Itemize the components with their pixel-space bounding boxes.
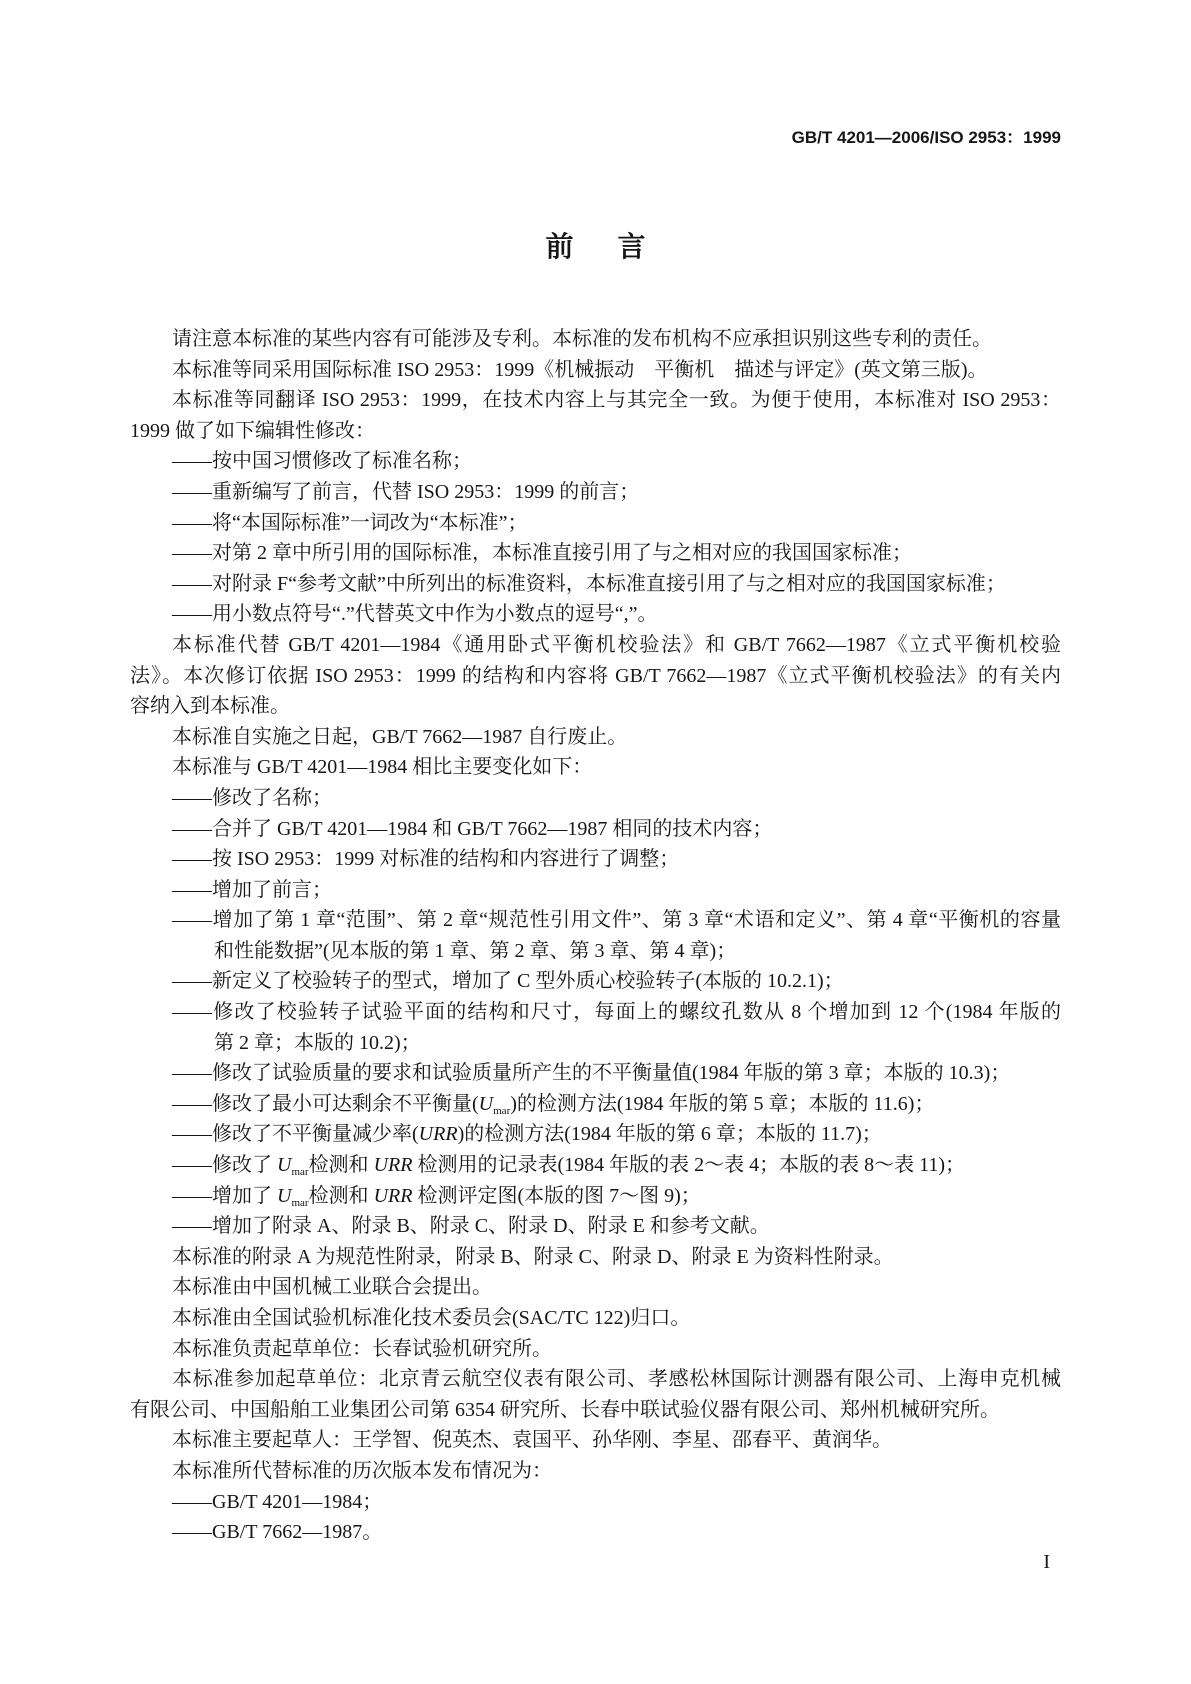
- paragraph-line: 本标准的附录 A 为规范性附录，附录 B、附录 C、附录 D、附录 E 为资料性附录。: [172, 1245, 894, 1268]
- list-item: ——对第 2 章中所引用的国际标准，本标准直接引用了与之相对应的我国国家标准；: [172, 542, 912, 565]
- paragraph-continuation-line: 法》。本次修订依据 ISO 2953：1999 的结构和内容将 GB/T 7662—1987《立式平衡机校验法》的有关内: [130, 664, 1061, 687]
- symbol-subscript: mar: [291, 1166, 309, 1179]
- list-item: ——合并了 GB/T 4201—1984 和 GB/T 7662—1987 相同的技术内容；: [172, 817, 773, 840]
- page-number: I: [1043, 1551, 1050, 1573]
- standard-code-header: GB/T 4201—2006/ISO 2953：1999: [791, 128, 1061, 147]
- symbol-u: U: [277, 1184, 292, 1207]
- list-item: ——修改了名称；: [172, 786, 332, 809]
- paragraph-line: 本标准由全国试验机标准化技术委员会(SAC/TC 122)归口。: [172, 1307, 691, 1329]
- list-item: ——GB/T 4201—1984；: [172, 1490, 383, 1513]
- line-text: )的检测方法(1984 年版的第 5 章；本版的 11.6)；: [510, 1092, 935, 1115]
- list-item: ——用小数点符号“.”代替英文中作为小数点的逗号“,”。: [172, 603, 658, 626]
- paragraph-continuation-line: 1999 做了如下编辑性修改：: [130, 419, 375, 442]
- paragraph-line: 请注意本标准的某些内容有可能涉及专利。本标准的发布机构不应承担识别这些专利的责任。: [172, 328, 992, 350]
- line-text: ——增加了: [172, 1184, 277, 1207]
- line-text: )的检测方法(1984 年版的第 6 章；本版的 11.7)；: [457, 1123, 882, 1146]
- list-item: [130, 1150, 1061, 1181]
- paragraph-line: 本标准等同翻译 ISO 2953：1999，在技术内容上与其完全一致。为便于使用，本标准对 ISO 2953：: [172, 389, 1061, 412]
- paragraph-line: 本标准等同采用国际标准 ISO 2953：1999《机械振动 平衡机 描述与评定》(英文第三版)。: [172, 358, 988, 381]
- list-item: ——新定义了校验转子的型式，增加了 C 型外质心校验转子(本版的 10.2.1)；: [172, 970, 844, 993]
- line-text: 检测和: [308, 1154, 374, 1177]
- line-text: ——修改了不平衡量减少率(: [172, 1123, 419, 1146]
- list-item: ——对附录 F“参考文献”中所列出的标准资料，本标准直接引用了与之相对应的我国国家标准；: [172, 572, 1006, 595]
- list-item-continuation: 第 2 章；本版的 10.2)；: [214, 1031, 421, 1054]
- foreword-title: 前 言: [545, 230, 654, 263]
- paragraph-line: 本标准主要起草人：王学智、倪英杰、袁国平、孙华刚、李星、邵春平、黄润华。: [172, 1429, 892, 1452]
- line-text: 检测评定图(本版的图 7～图 9)；: [412, 1184, 701, 1207]
- paragraph-line: 本标准参加起草单位：北京青云航空仪表有限公司、孝感松林国际计测器有限公司、上海申克机械: [172, 1368, 1061, 1391]
- list-item: ——重新编写了前言，代替 ISO 2953：1999 的前言；: [172, 480, 640, 503]
- list-item: [130, 1119, 1061, 1150]
- list-item: ——增加了前言；: [172, 878, 332, 901]
- list-item: ——修改了试验质量的要求和试验质量所产生的不平衡量值(1984 年版的第 3 章；本版的 10.3)；: [172, 1062, 1011, 1085]
- paragraph-line: 本标准自实施之日起，GB/T 7662—1987 自行废止。: [172, 725, 628, 748]
- paragraph-line: 本标准与 GB/T 4201—1984 相比主要变化如下：: [172, 756, 593, 779]
- paragraph-line: 本标准由中国机械工业联合会提出。: [172, 1276, 492, 1299]
- paragraph-continuation-line: 有限公司、中国船舶工业集团公司第 6354 研究所、长春中联试验仪器有限公司、郑州机械研究所。: [130, 1398, 1000, 1421]
- list-item: ——修改了校验转子试验平面的结构和尺寸，每面上的螺纹孔数从 8 个增加到 12 个(1984 年版的: [172, 1001, 1061, 1024]
- line-text: 检测和: [308, 1184, 374, 1207]
- symbol-u: U: [478, 1092, 494, 1115]
- line-text: ——修改了最小可达剩余不平衡量(: [172, 1092, 479, 1115]
- list-item: ——按 ISO 2953：1999 对标准的结构和内容进行了调整；: [172, 848, 680, 871]
- symbol-urr: URR: [418, 1123, 458, 1146]
- paragraph-line: 本标准代替 GB/T 4201—1984《通用卧式平衡机校验法》和 GB/T 7662—1987《立式平衡机校验: [172, 633, 1061, 656]
- symbol-u: U: [277, 1154, 292, 1177]
- paragraph-continuation-line: 容纳入到本标准。: [130, 695, 290, 718]
- symbol-subscript: mar: [291, 1196, 309, 1209]
- list-item: [130, 1089, 1061, 1120]
- symbol-urr: URR: [373, 1154, 413, 1177]
- symbol-urr: URR: [373, 1184, 413, 1207]
- list-item: ——增加了第 1 章“范围”、第 2 章“规范性引用文件”、第 3 章“术语和定义”、第 4 章“平衡机的容量: [172, 909, 1061, 932]
- list-item: ——增加了附录 A、附录 B、附录 C、附录 D、附录 E 和参考文献。: [172, 1215, 770, 1238]
- list-item: ——按中国习惯修改了标准名称；: [172, 450, 472, 473]
- list-item: [130, 1181, 1061, 1212]
- foreword-body: [130, 324, 1061, 1548]
- paragraph-line: 本标准所代替标准的历次版本发布情况为：: [172, 1459, 552, 1482]
- line-text: ——修改了: [172, 1154, 277, 1177]
- symbol-subscript: mar: [493, 1104, 511, 1117]
- line-text: 检测用的记录表(1984 年版的表 2～表 4；本版的表 8～表 11)；: [412, 1154, 966, 1177]
- list-item-continuation: 和性能数据”(见本版的第 1 章、第 2 章、第 3 章、第 4 章)；: [214, 939, 737, 962]
- paragraph-line: 本标准负责起草单位：长春试验机研究所。: [172, 1337, 552, 1360]
- list-item: ——GB/T 7662—1987。: [172, 1521, 383, 1544]
- list-item: ——将“本国际标准”一词改为“本标准”；: [172, 511, 528, 534]
